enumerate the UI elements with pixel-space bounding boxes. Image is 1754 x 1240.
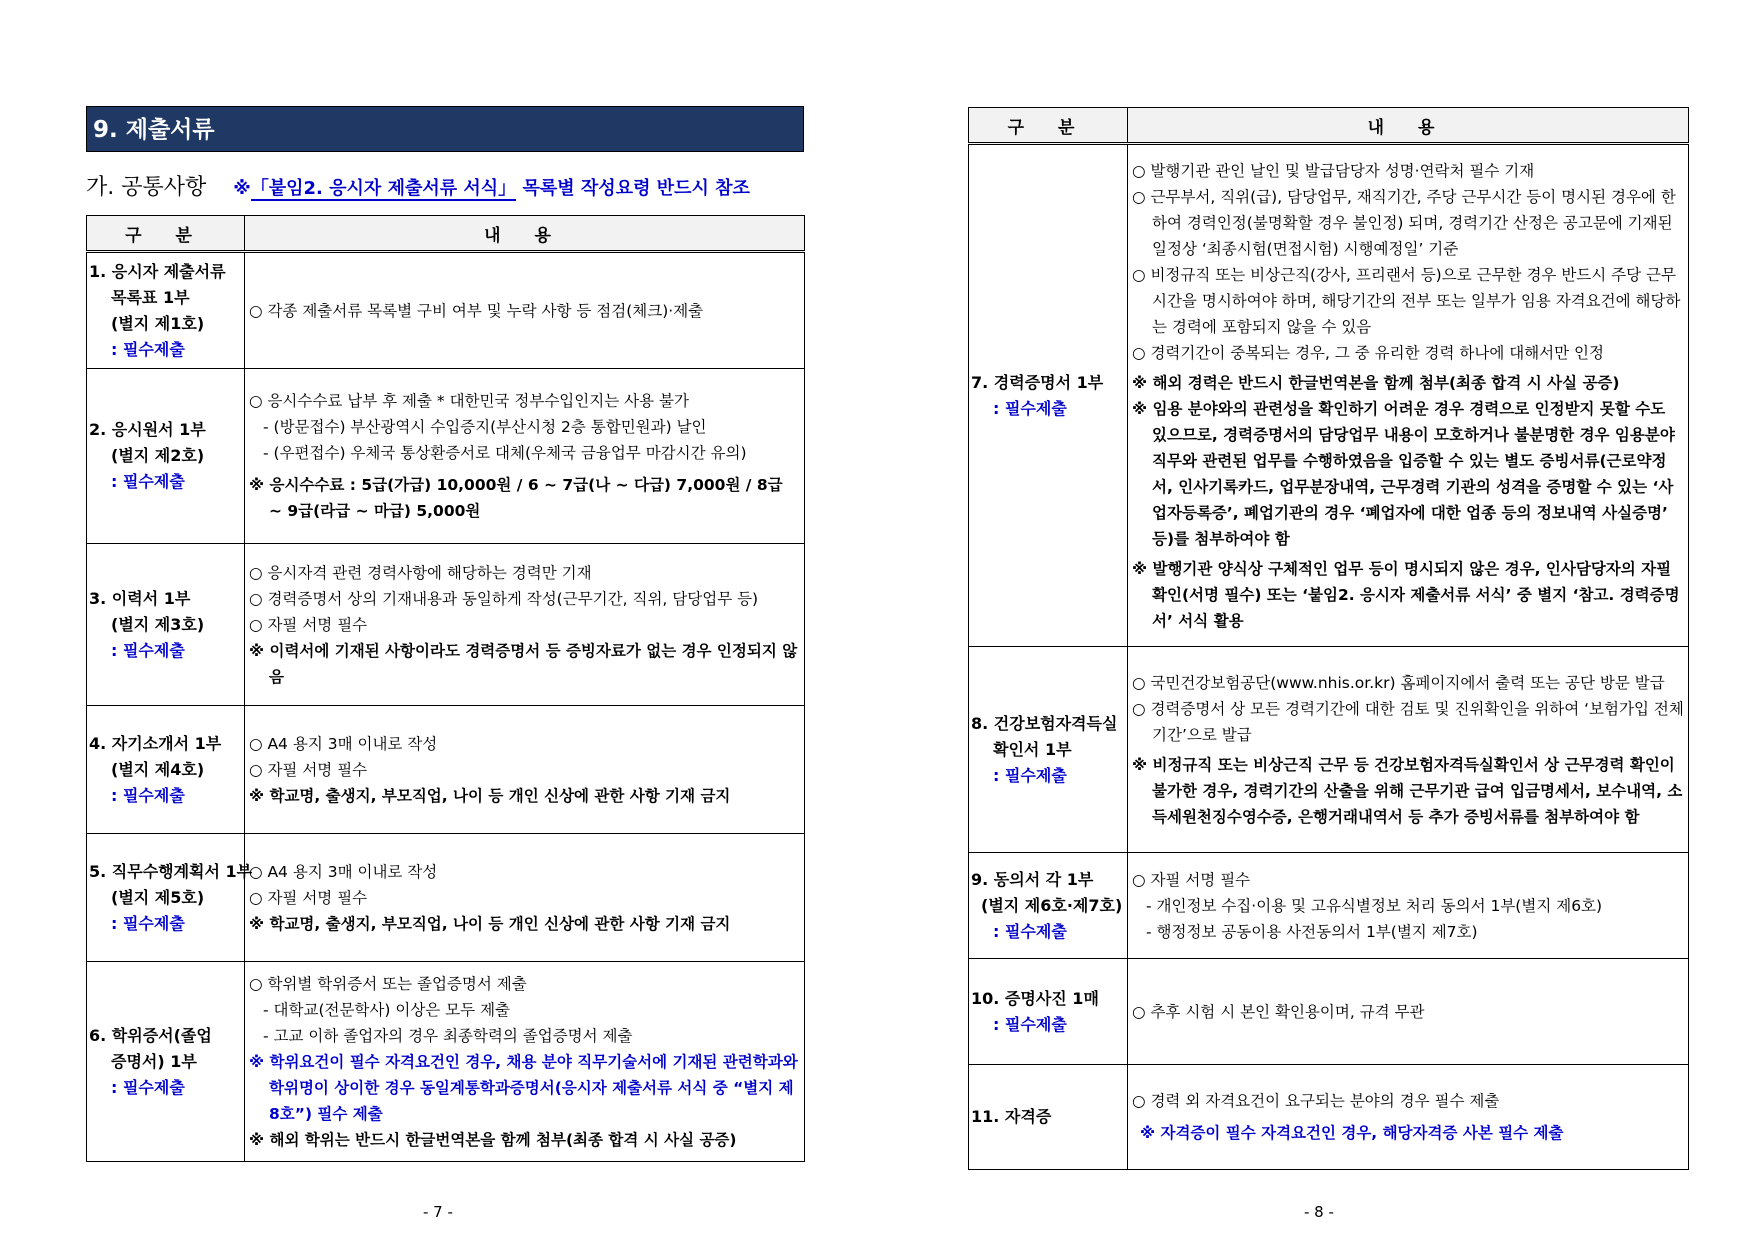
table-row bbox=[87, 834, 805, 962]
content-note: ※ 학교명, 출생지, 부모직업, 나이 등 개인 신상에 관한 사항 기재 금지 bbox=[249, 786, 731, 805]
required-label: : 필수제출 bbox=[111, 1077, 185, 1097]
content-note: ※ 학교명, 출생지, 부모직업, 나이 등 개인 신상에 관한 사항 기재 금지 bbox=[249, 914, 731, 933]
content-line: - 개인정보 수집·이용 및 고유식별정보 처리 동의서 1부(별지 제6호) bbox=[1146, 896, 1603, 915]
content-note-blue: ※ 자격증이 필수 자격요건인 경우, 해당자격증 사본 필수 제출 bbox=[1140, 1124, 1564, 1142]
category-form: (별지 제3호) bbox=[111, 614, 205, 634]
required-label: : 필수제출 bbox=[111, 785, 185, 805]
content-line: ○ 응시수수료 납부 후 제출 * 대한민국 정부수입인지는 사용 불가 bbox=[249, 392, 689, 410]
table-row bbox=[969, 959, 1689, 1065]
subtitle-note bbox=[233, 178, 750, 199]
content-line: ○ 응시자격 관련 경력사항에 해당하는 경력만 기재 bbox=[249, 563, 592, 582]
row-category bbox=[969, 647, 1128, 853]
category-sub: 목록표 1부 bbox=[111, 287, 190, 307]
content-note: ※ 해외 경력은 반드시 한글번역본을 함께 첨부(최종 합격 시 사실 공증) bbox=[1132, 373, 1620, 392]
header-category: 구 분 bbox=[87, 216, 245, 252]
content-line: ○ 국민건강보험공단(www.nhis.or.kr) 홈페이지에서 출력 또는 공단 방문 발급 bbox=[1132, 673, 1665, 692]
row-content bbox=[1128, 853, 1689, 959]
header-content: 내 용 bbox=[245, 216, 805, 252]
required-label: : 필수제출 bbox=[993, 1014, 1067, 1034]
category-title: 4. 자기소개서 1부 bbox=[89, 733, 222, 753]
required-label: : 필수제출 bbox=[111, 913, 185, 933]
row-content bbox=[1128, 1065, 1689, 1170]
content-line: ○ 자필 서명 필수 bbox=[1132, 870, 1251, 889]
content-line: - 고교 이하 졸업자의 경우 최종학력의 졸업증명서 제출 bbox=[263, 1026, 633, 1045]
required-label: : 필수제출 bbox=[993, 398, 1067, 418]
category-title: 11. 자격증 bbox=[971, 1107, 1052, 1126]
content-note: ※ 해외 학위는 반드시 한글번역본을 함께 첨부(최종 합격 시 사실 공증) bbox=[249, 1130, 737, 1149]
category-title: 7. 경력증명서 1부 bbox=[971, 372, 1104, 392]
category-sub: 확인서 1부 bbox=[993, 739, 1072, 759]
category-title: 2. 응시원서 1부 bbox=[89, 420, 206, 439]
content-note: ※ 발행기관 양식상 구체적인 업무 등이 명시되지 않은 경우, 인사담당자의 자필확인(서명 필수) 또는 ‘붙임2. 응시자 제출서류 서식’ 중 별지 ‘참고. 경력증명서’ 서식 활용 bbox=[1132, 559, 1680, 630]
content-line: - 대학교(전문학사) 이상은 모두 제출 bbox=[263, 1000, 511, 1019]
table-row bbox=[87, 962, 805, 1162]
row-category bbox=[969, 959, 1128, 1065]
header-category: 구 분 bbox=[969, 108, 1128, 144]
row-category bbox=[969, 144, 1128, 647]
category-form: (별지 제1호) bbox=[111, 313, 205, 333]
required-label: : 필수제출 bbox=[111, 339, 185, 359]
row-content bbox=[1128, 647, 1689, 853]
required-label: : 필수제출 bbox=[993, 921, 1067, 941]
header-content: 내 용 bbox=[1128, 108, 1689, 144]
content-line: ○ 비정규직 또는 비상근직(강사, 프리랜서 등)으로 근무한 경우 반드시 주당 근무시간을 명시하여야 하며, 해당기간의 전부 또는 일부가 임용 자격요건에 해당하는 경력에 포함되지 않을 수 있음 bbox=[1132, 265, 1681, 336]
category-title: 1. 응시자 제출서류 bbox=[89, 261, 226, 281]
content-line: ○ 자필 서명 필수 bbox=[249, 760, 368, 779]
category-title: 8. 건강보험자격득실 bbox=[971, 713, 1118, 733]
category-sub: 증명서) 1부 bbox=[111, 1051, 197, 1071]
subtitle bbox=[86, 170, 846, 201]
row-content bbox=[1128, 144, 1689, 647]
row-category bbox=[87, 252, 245, 369]
row-category bbox=[969, 1065, 1128, 1170]
content-line: ○ 각종 제출서류 목록별 구비 여부 및 누락 사항 등 점검(체크)·제출 bbox=[249, 301, 704, 320]
table-row bbox=[87, 252, 805, 369]
content-line: ○ 발행기관 관인 날인 및 발급담당자 성명·연락처 필수 기재 bbox=[1132, 161, 1535, 180]
content-line: - (방문접수) 부산광역시 수입증지(부산시청 2층 통합민원과) 날인 bbox=[263, 418, 707, 436]
category-title: 3. 이력서 1부 bbox=[89, 588, 191, 608]
content-note: ※ 비정규직 또는 비상근직 근무 등 건강보험자격득실확인서 상 근무경력 확인이 불가한 경우, 경력기간의 산출을 위해 근무기관 급여 입금명세서, 보수내역, 소득세원천징수영수증, 은행거래내역서 등 추가 증빙서류를 첨부하여야 함 bbox=[1132, 755, 1683, 826]
row-content bbox=[245, 834, 805, 962]
row-content bbox=[245, 369, 805, 544]
row-category bbox=[87, 706, 245, 834]
table-row bbox=[87, 369, 805, 544]
required-label: : 필수제출 bbox=[111, 640, 185, 660]
category-form: (별지 제4호) bbox=[111, 759, 205, 779]
table-row bbox=[87, 544, 805, 706]
row-content bbox=[245, 252, 805, 369]
category-form: (별지 제6호·제7호) bbox=[981, 895, 1123, 915]
row-content bbox=[245, 544, 805, 706]
table-row bbox=[969, 1065, 1689, 1170]
row-category bbox=[87, 834, 253, 962]
required-label: : 필수제출 bbox=[993, 765, 1067, 785]
table-row bbox=[969, 144, 1689, 647]
category-title: 5. 직무수행계획서 1부 bbox=[89, 861, 253, 881]
category-title: 6. 학위증서(졸업 bbox=[89, 1025, 212, 1045]
content-line: ○ 경력증명서 상의 기재내용과 동일하게 작성(근무기간, 직위, 담당업무 등) bbox=[249, 589, 759, 608]
row-category bbox=[87, 544, 245, 706]
row-category bbox=[87, 369, 245, 544]
row-content bbox=[245, 706, 805, 834]
section-title: 9. 제출서류 bbox=[86, 106, 804, 152]
note-link: 「붙임2. 응시자 제출서류 서식」 bbox=[250, 178, 517, 199]
content-note-blue: ※ 학위요건이 필수 자격요건인 경우, 채용 분야 직무기술서에 기재된 관련학과와 학위명이 상이한 경우 동일계통학과증명서(응시자 제출서류 서식 중 “별지 제8호”) 필수 제출 bbox=[249, 1052, 798, 1123]
right-table bbox=[968, 107, 1689, 1170]
content-line: - (우편접수) 우체국 통상환증서로 대체(우체국 금융업무 마감시간 유의) bbox=[263, 444, 747, 462]
content-line: ○ 경력 외 자격요건이 요구되는 분야의 경우 필수 제출 bbox=[1132, 1092, 1500, 1110]
content-note: ※ 이력서에 기재된 사항이라도 경력증명서 등 증빙자료가 없는 경우 인정되지 않음 bbox=[249, 641, 798, 686]
content-line: ○ 학위별 학위증서 또는 졸업증명서 제출 bbox=[249, 974, 527, 993]
content-note: ※ 임용 분야와의 관련성을 확인하기 어려운 경우 경력으로 인정받지 못할 수도 있으므로, 경력증명서의 담당업무 내용이 모호하거나 불분명한 경우 임용분야 직무와 관련된 업무를 수행하였음을 입증할 수 있는 별도 증빙서류(근로약정서, 인사기록카드, 업무분장내역, 근무경력 기관의 성격을 증명할 수 있는 ‘사업자등록증’, 폐업기관의 경우 ‘폐업자에 대한 업종 등의 정보내역 사실증명’ 등)를 첨부하여야 함 bbox=[1132, 399, 1675, 548]
table-row bbox=[969, 647, 1689, 853]
content-note: ※ 응시수수료 : 5급(가급) 10,000원 / 6 ~ 7급(나 ~ 다급) 7,000원 / 8급 ~ 9급(라급 ~ 마급) 5,000원 bbox=[249, 476, 783, 520]
page-number: - 7 - bbox=[423, 1203, 453, 1221]
content-line: ○ 근무부서, 직위(급), 담당업무, 재직기간, 주당 근무시간 등이 명시된 경우에 한하여 경력인정(불명확할 경우 불인정) 되며, 경력기간 산정은 공고문에 기재된 일정상 ‘최종시험(면접시험) 시행예정일’ 기준 bbox=[1132, 187, 1676, 258]
note-suffix: 목록별 작성요령 반드시 참조 bbox=[522, 178, 750, 199]
content-line: - 행정정보 공동이용 사전동의서 1부(별지 제7호) bbox=[1146, 922, 1478, 941]
row-category bbox=[969, 853, 1128, 959]
table-row bbox=[969, 853, 1689, 959]
content-line: ○ A4 용지 3매 이내로 작성 bbox=[249, 862, 438, 881]
content-line: ○ 추후 시험 시 본인 확인용이며, 규격 무관 bbox=[1132, 1002, 1425, 1021]
table-row bbox=[87, 706, 805, 834]
category-form: (별지 제2호) bbox=[111, 446, 205, 465]
subtitle-text: 가. 공통사항 bbox=[86, 175, 207, 200]
category-title: 9. 동의서 각 1부 bbox=[971, 869, 1094, 889]
category-form: (별지 제5호) bbox=[111, 887, 205, 907]
note-mark: ※ bbox=[233, 178, 251, 199]
page-number: - 8 - bbox=[1304, 1203, 1334, 1221]
row-content bbox=[1128, 959, 1689, 1065]
required-label: : 필수제출 bbox=[111, 472, 185, 491]
category-title: 10. 증명사진 1매 bbox=[971, 988, 1099, 1008]
left-table bbox=[86, 215, 805, 1162]
content-line: ○ A4 용지 3매 이내로 작성 bbox=[249, 734, 438, 753]
content-line: ○ 자필 서명 필수 bbox=[249, 888, 368, 907]
row-content bbox=[245, 962, 805, 1162]
row-category bbox=[87, 962, 245, 1162]
content-line: ○ 자필 서명 필수 bbox=[249, 615, 368, 634]
content-line: ○ 경력증명서 상 모든 경력기간에 대한 검토 및 진위확인을 위하여 ‘보험가입 전체기간’으로 발급 bbox=[1132, 699, 1684, 744]
content-line: ○ 경력기간이 중복되는 경우, 그 중 유리한 경력 하나에 대해서만 인정 bbox=[1132, 343, 1604, 362]
